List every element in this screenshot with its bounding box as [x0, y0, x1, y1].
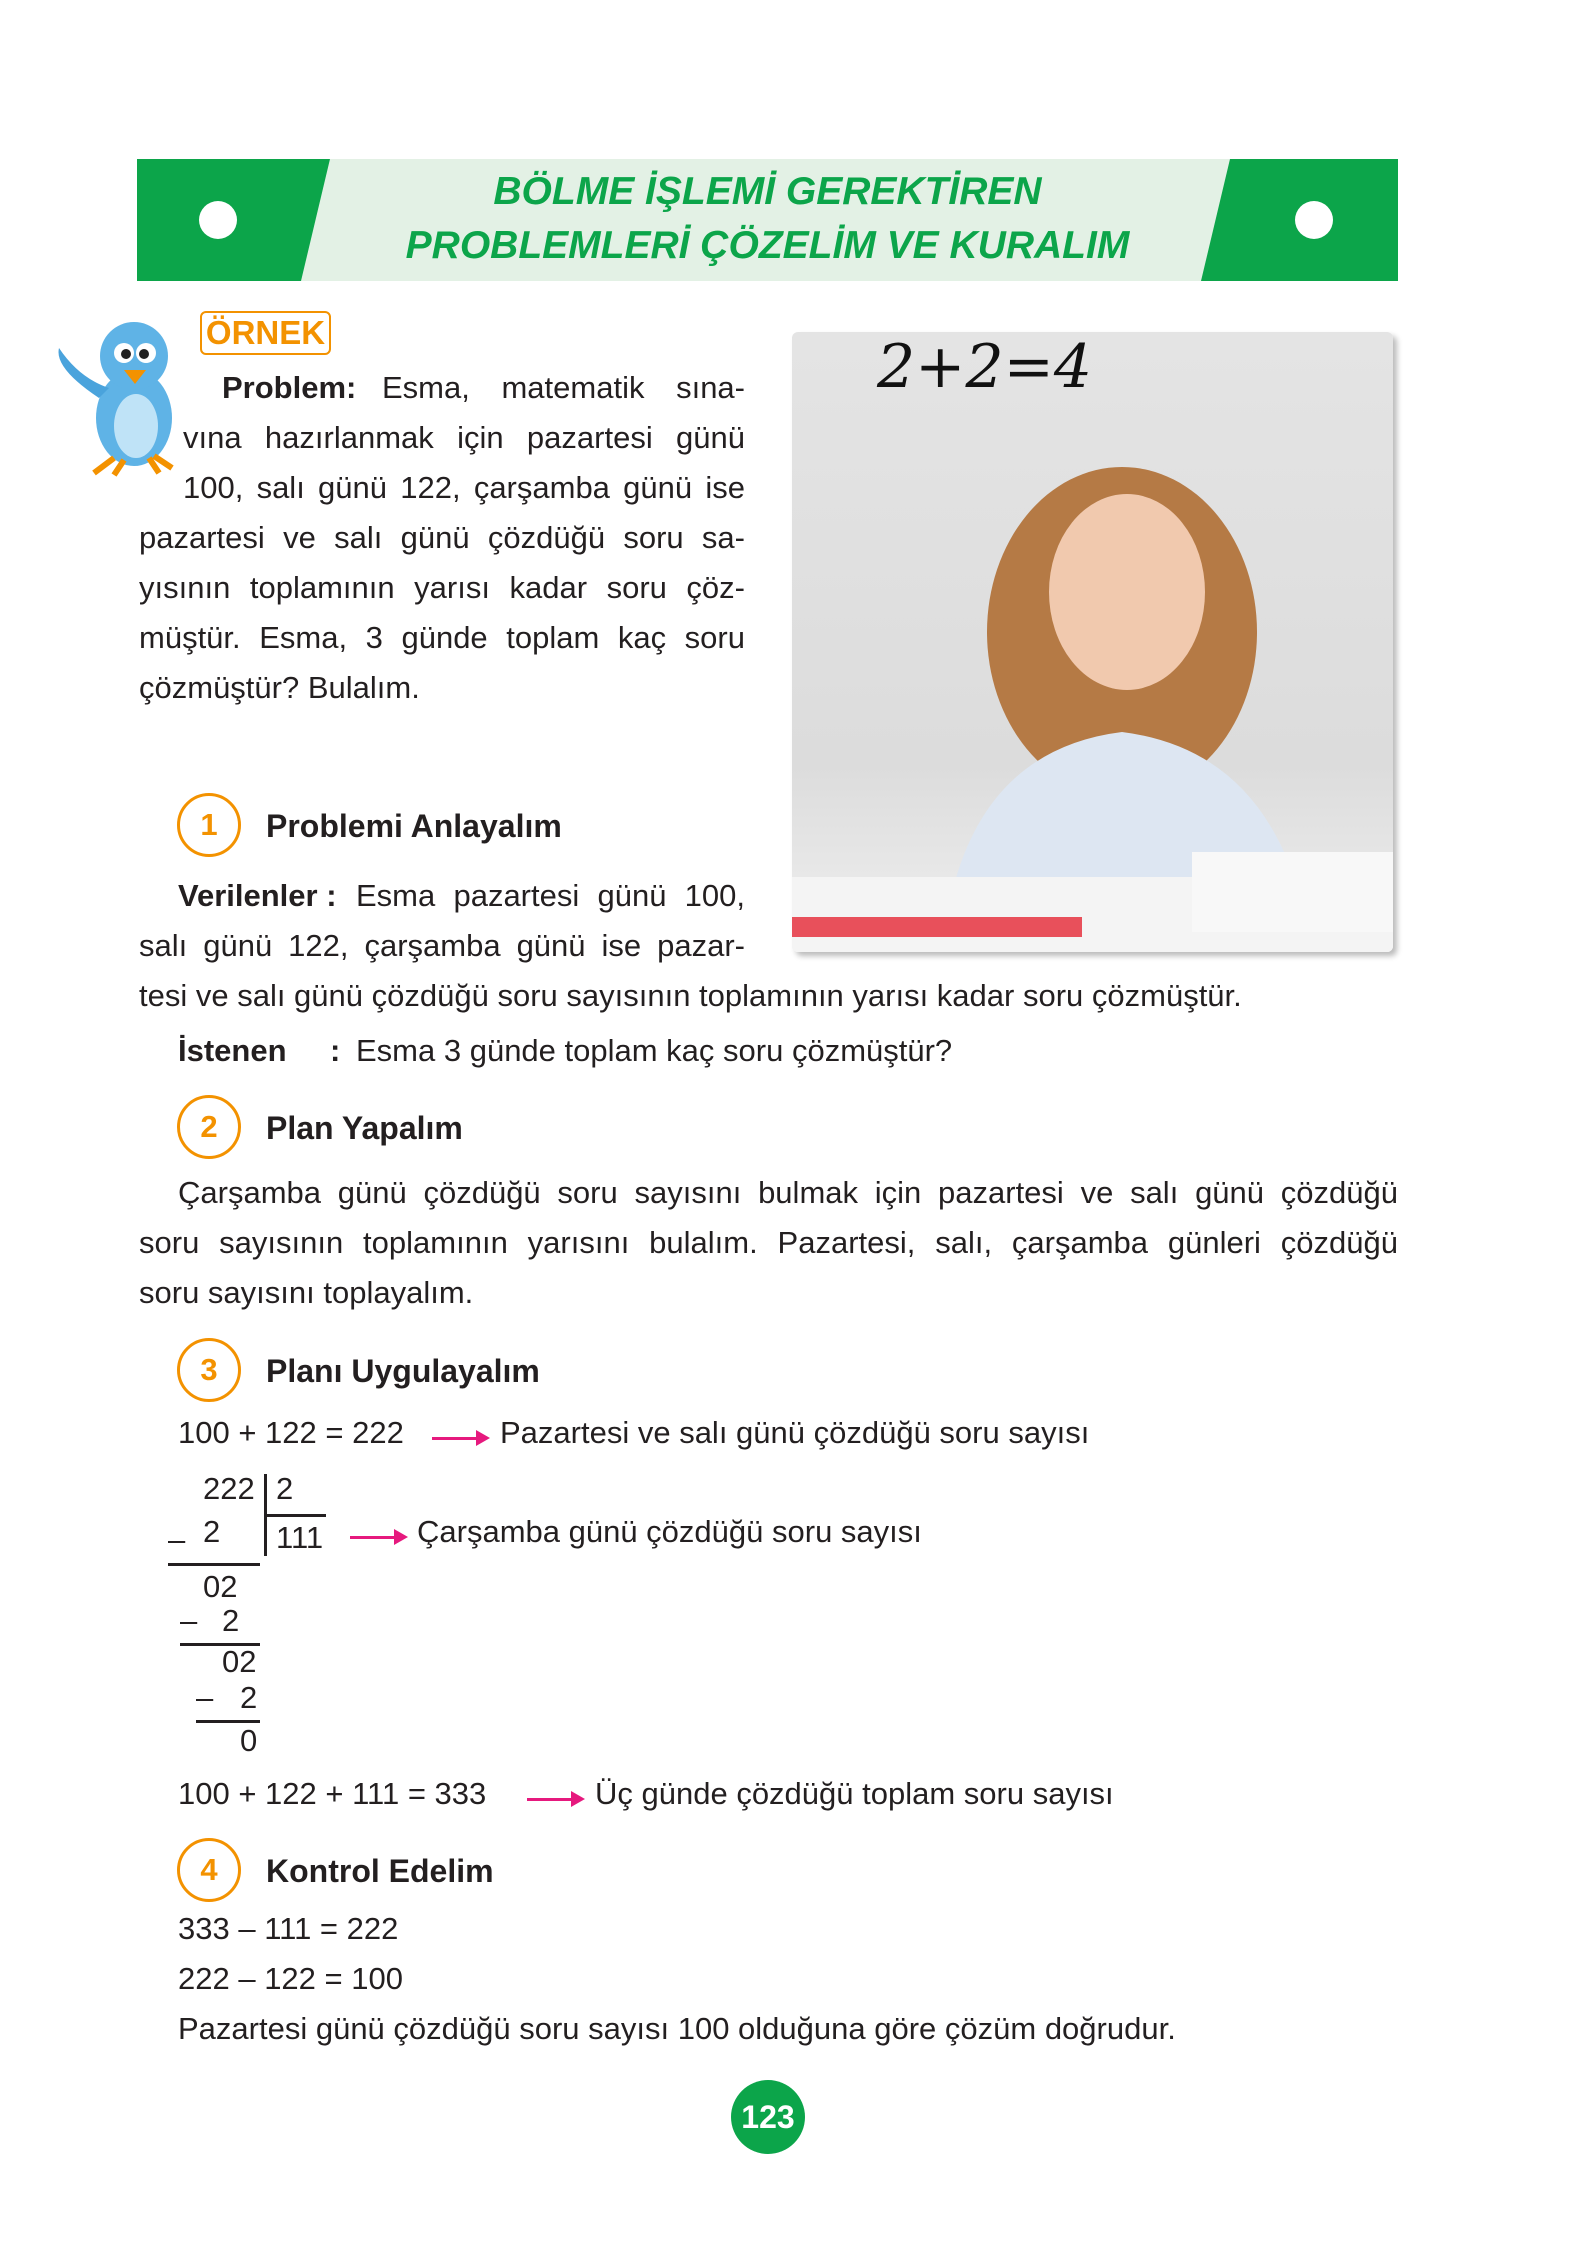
asked-text: Esma 3 günde toplam kaç soru çözmüştür? [356, 1033, 953, 1068]
equation-2-note: Üç günde çözdüğü toplam soru sayısı [595, 1776, 1114, 1811]
divisor: 2 [276, 1471, 294, 1506]
step-3-title: Planı Uygulayalım [266, 1353, 540, 1389]
arrow-icon [432, 1437, 486, 1440]
given-line-1: Verilenler : Esma pazartesi günü 100, [178, 878, 745, 913]
given-line: salı günü 122, çarşamba günü ise pazar- [139, 928, 745, 963]
problem-line: vına hazırlanmak için pazartesi günü [183, 420, 745, 455]
girl-photo [792, 332, 1393, 952]
problem-line-1: Problem: Esma, matematik sına- [222, 370, 745, 405]
equation-1-note: Pazartesi ve salı günü çözdüğü soru sayısı [500, 1415, 1090, 1450]
subtrahend: 2 [222, 1603, 240, 1638]
minus-sign: – [168, 1522, 186, 1557]
remainder: 02 [222, 1644, 257, 1679]
equation-1: 100 + 122 = 222 [178, 1415, 404, 1450]
problem-line: pazartesi ve salı günü çözdüğü soru sa- [139, 520, 745, 555]
problem-line: çözmüştür? Bulalım. [139, 670, 420, 705]
minus-sign: – [180, 1603, 198, 1638]
step-2-badge: 2 [177, 1095, 241, 1159]
girl-illustration [792, 332, 1393, 952]
plan-line: soru sayısını toplayalım. [139, 1275, 474, 1310]
problem-line: müştür. Esma, 3 günde toplam kaç soru [139, 620, 745, 655]
subtrahend: 2 [203, 1514, 221, 1549]
chalk-math: 2+2=4 [877, 332, 1093, 402]
step-1-title: Problemi Anlayalım [266, 808, 562, 844]
title-line-1: BÖLME İŞLEMİ GEREKTİREN [493, 170, 1042, 213]
step-4-title: Kontrol Edelim [266, 1853, 494, 1889]
problem-line: yısının toplamının yarısı kadar soru çöz- [139, 570, 745, 605]
plan-line: soru sayısının toplamının yarısını bulalım. Pazartesi, salı, çarşamba günleri çözdüğü [139, 1225, 1398, 1260]
dividend: 222 [203, 1471, 255, 1506]
arrow-icon [350, 1536, 404, 1539]
step-2-title: Plan Yapalım [266, 1110, 463, 1146]
given-line: tesi ve salı günü çözdüğü soru sayısının toplamının yarısı kadar soru çözmüştür. [139, 978, 1242, 1013]
arrow-icon [527, 1798, 581, 1801]
division-note: Çarşamba günü çözdüğü soru sayısı [417, 1514, 922, 1549]
asked-colon: : [330, 1033, 341, 1068]
title-line-2: PROBLEMLERİ ÇÖZELİM VE KURALIM [405, 224, 1130, 267]
step-1-badge: 1 [177, 793, 241, 857]
rule [168, 1563, 260, 1566]
problem-line: 100, salı günü 122, çarşamba günü ise [183, 470, 745, 505]
final-remainder: 0 [240, 1723, 258, 1758]
step-4-badge: 4 [177, 1838, 241, 1902]
problem-label: Problem: [222, 370, 357, 405]
equation-2: 100 + 122 + 111 = 333 [178, 1776, 487, 1811]
bird-mascot-icon [54, 308, 184, 478]
plan-line: Çarşamba günü çözdüğü soru sayısını bulmak için pazartesi ve salı günü çözdüğü [178, 1175, 1398, 1210]
example-badge: ÖRNEK [200, 311, 331, 355]
check-line: 222 – 122 = 100 [178, 1961, 403, 1996]
subtrahend: 2 [240, 1680, 258, 1715]
minus-sign: – [196, 1680, 214, 1715]
remainder: 02 [203, 1569, 238, 1604]
quotient: 111 [276, 1520, 324, 1555]
asked-label: İstenen [178, 1033, 287, 1068]
check-line: Pazartesi günü çözdüğü soru sayısı 100 olduğuna göre çözüm doğrudur. [178, 2011, 1176, 2046]
step-3-badge: 3 [177, 1338, 241, 1402]
division-line [264, 1514, 326, 1517]
check-line: 333 – 111 = 222 [178, 1911, 399, 1946]
page-number: 123 [731, 2080, 805, 2154]
title-banner [137, 159, 1398, 281]
